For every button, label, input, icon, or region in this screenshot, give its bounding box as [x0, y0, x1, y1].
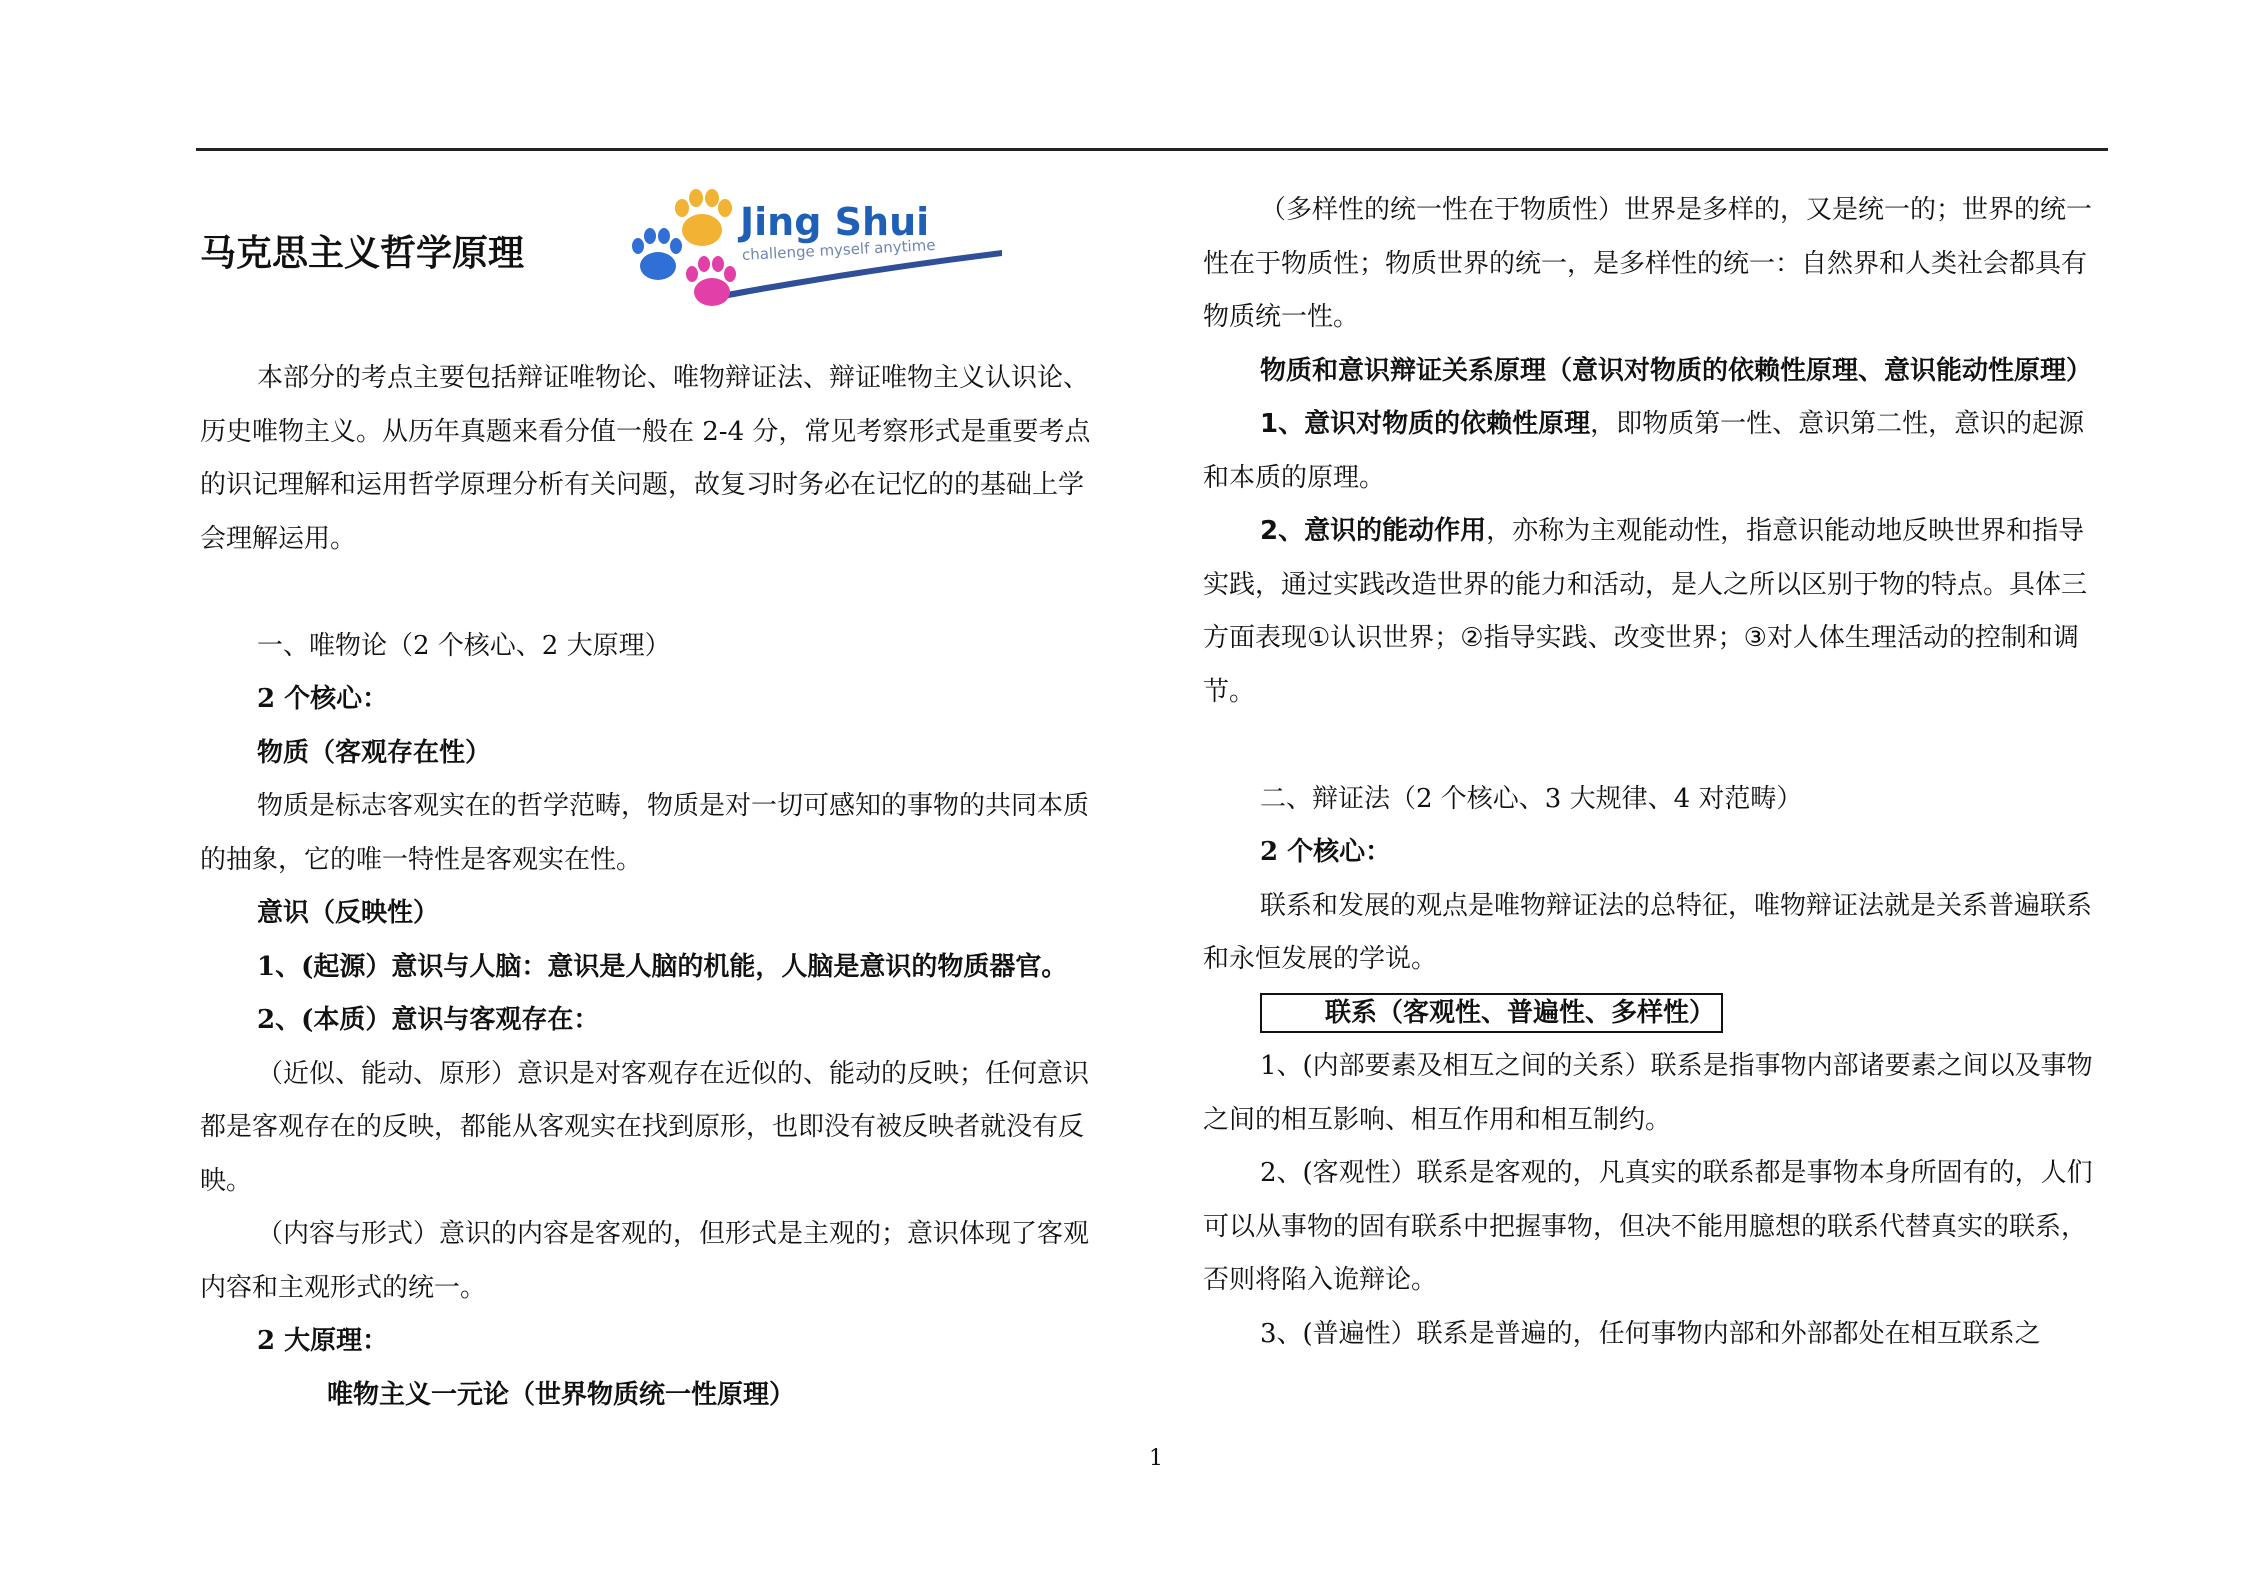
header-rule — [196, 148, 2108, 151]
logo-tagline: challenge myself anytime — [741, 235, 936, 264]
subheading-consciousness: 意识（反映性） — [257, 898, 440, 928]
document-title: 马克思主义哲学原理 — [200, 233, 525, 274]
agency-principle-text: ，亦称为主观能动性，指意识能动地反映世界和指导实践，通过实践改造世界的能力和活动，是人之所以区别于物的特点。具体三方面表现①认识世界；②指导实践、改变世界；③对人体生理活动的控制和调节。 — [1203, 516, 2088, 707]
page-number: 1 — [1149, 1446, 1163, 1471]
link-point-1: 1、(内部要素及相互之间的关系）联系是指事物内部诸要素之间以及事物之间的相互影响、相互作用和相互制约。 — [1203, 1051, 2093, 1135]
dependence-principle — [1203, 398, 2108, 505]
consciousness-point-2: 2、(本质）意识与客观存在： — [257, 1005, 600, 1035]
relation-heading: 物质和意识辩证关系原理（意识对物质的依赖性原理、意识能动性原理） — [1260, 355, 2093, 386]
unity-paragraph: （多样性的统一性在于物质性）世界是多样的，又是统一的；世界的统一性在于物质性；物质世界的统一，是多样性的统一：自然界和人类社会都具有物质统一性。 — [1203, 195, 2093, 332]
right-column — [1203, 184, 2108, 1361]
agency-principle-title: 2、意识的能动作用 — [1260, 516, 1487, 546]
section-heading-materialism: 一、唯物论（2 个核心、2 大原理） — [257, 630, 671, 661]
consciousness-point-1: 1、(起源）意识与人脑：意识是人脑的机能，人脑是意识的物质器官。 — [257, 951, 1068, 982]
dependence-principle-title: 1、意识对物质的依赖性原理 — [1260, 409, 1591, 439]
section-heading-dialectics: 二、辩证法（2 个核心、3 大规律、4 对范畴） — [1260, 783, 1803, 814]
boxed-heading-link: 联系（客观性、普遍性、多样性） — [1260, 993, 1723, 1033]
dependence-principle-text: ，即物质第一性、意识第二性，意识的起源和本质的原理。 — [1203, 409, 2085, 493]
consciousness-point-2-text: （近似、能动、原形）意识是对客观存在近似的、能动的反映；任何意识都是客观存在的反映，都能从客观实在找到原形，也即没有被反映者就没有反映。 — [200, 1058, 1090, 1196]
jing-shui-logo — [630, 184, 1010, 314]
subheading-monism: 唯物主义一元论（世界物质统一性原理） — [327, 1379, 796, 1410]
link-point-3: 3、(普遍性）联系是普遍的，任何事物内部和外部都处在相互联系之 — [1260, 1318, 2041, 1349]
matter-paragraph: 物质是标志客观实在的哲学范畴，物质是对一切可感知的事物的共同本质的抽象，它的唯一特性是客观实在性。 — [200, 791, 1090, 875]
subheading-cores: 2 个核心： — [257, 684, 389, 714]
agency-principle — [1203, 505, 2108, 719]
dialectics-paragraph: 联系和发展的观点是唯物辩证法的总特征，唯物辩证法就是关系普遍联系和永恒发展的学说。 — [1203, 890, 2093, 974]
title-row — [200, 184, 1105, 299]
consciousness-point-3-text: （内容与形式）意识的内容是客观的，但形式是主观的；意识体现了客观内容和主观形式的统一。 — [200, 1219, 1090, 1303]
link-point-2: 2、(客观性）联系是客观的，凡真实的联系都是事物本身所固有的，人们可以从事物的固有联系中把握事物，但决不能用臆想的联系代替真实的联系，否则将陷入诡辩论。 — [1203, 1158, 2093, 1295]
subheading-cores-2: 2 个核心： — [1260, 837, 1392, 867]
left-column — [200, 184, 1105, 1422]
subheading-matter: 物质（客观存在性） — [257, 737, 492, 768]
intro-paragraph: 本部分的考点主要包括辩证唯物论、唯物辩证法、辩证唯物主义认识论、历史唯物主义。从历年真题来看分值一般在 2-4 分，常见考察形式是重要考点的识记理解和运用哲学原理分析有关问题，故复习时务必在记忆的的基础上学会理解运用。 — [200, 363, 1091, 554]
logo-name: Jing Shui — [740, 200, 930, 244]
subheading-principles: 2 大原理： — [257, 1326, 389, 1356]
